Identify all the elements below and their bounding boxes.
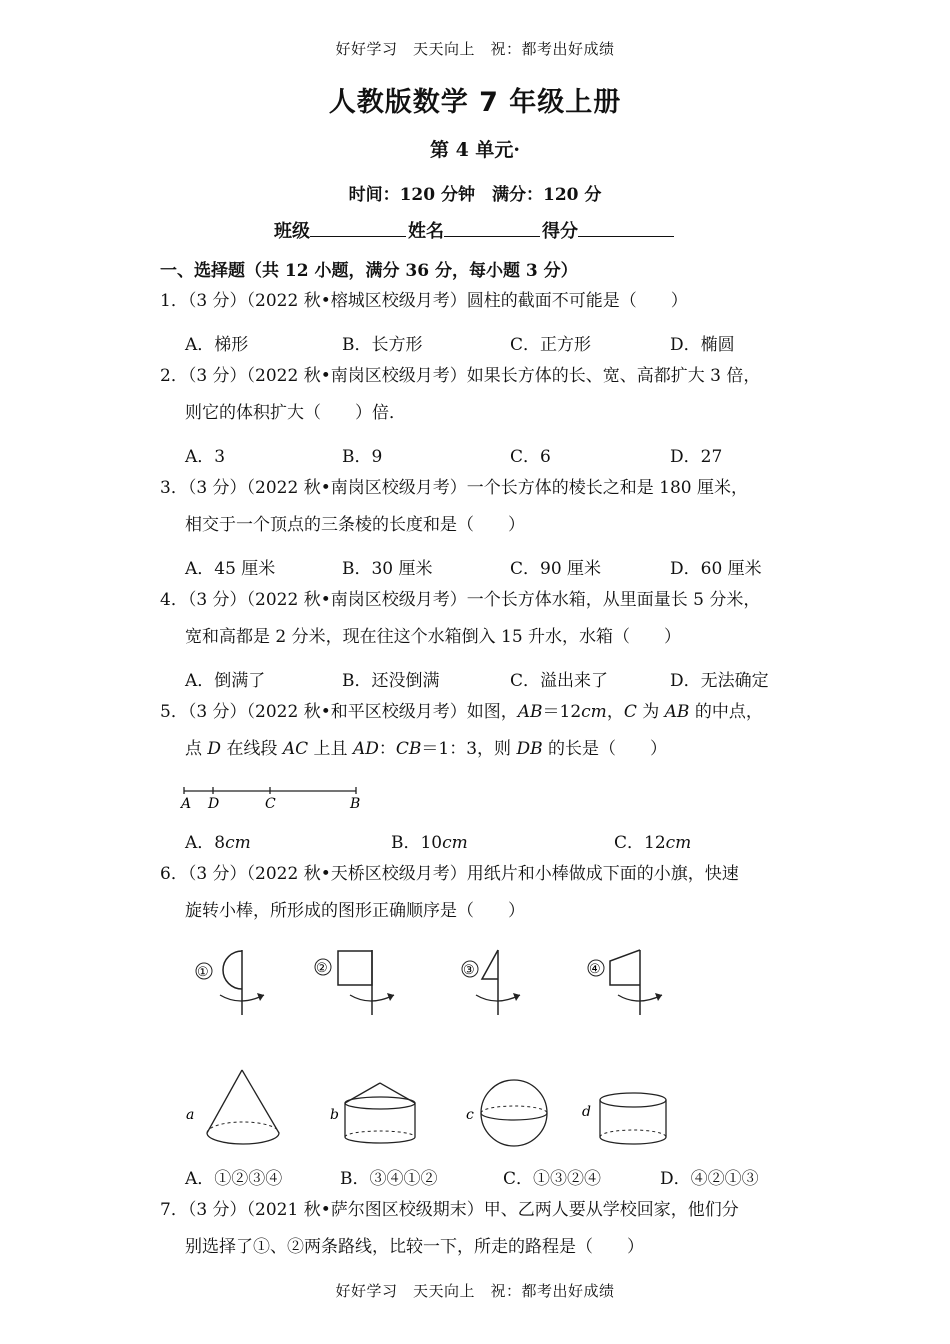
question-text-cont: 则它的体积扩大（ ）倍． xyxy=(185,403,406,423)
question-1 xyxy=(160,283,688,320)
solid-b-label: b xyxy=(330,1107,339,1123)
option-a: A．倒满了 xyxy=(185,671,266,691)
flag-3-label: ③ xyxy=(463,963,475,978)
option-b: B．长方形 xyxy=(342,335,423,355)
question-text-cont: 旋转小棒，所形成的图形正确顺序是（ ） xyxy=(185,901,525,921)
solid-c-sphere xyxy=(466,1080,547,1146)
question-7 xyxy=(160,1192,739,1266)
option-a: A．8cm xyxy=(185,833,251,853)
score-blank[interactable] xyxy=(578,218,674,237)
option-a: A．3 xyxy=(185,447,226,467)
option-a: A．45 厘米 xyxy=(185,559,276,579)
label-d: D xyxy=(208,796,220,812)
option-c: C．6 xyxy=(510,447,551,467)
flag-4-label: ④ xyxy=(589,962,601,977)
question-text-cont: 别选择了①、②两条路线，比较一下，所走的路程是（ ） xyxy=(185,1237,644,1257)
solid-b-cone-cylinder xyxy=(330,1083,415,1143)
unit-subtitle: 第 4 单元· xyxy=(429,139,521,161)
option-c: C．溢出来了 xyxy=(510,671,609,691)
question-text-cont: 点 D 在线段 AC 上且 AD：CB＝1：3，则 DB 的长是（ ） xyxy=(185,739,667,759)
option-a: A．①②③④ xyxy=(185,1169,283,1189)
question-text-cont: 宽和高都是 2 分米，现在往这个水箱倒入 15 升水，水箱（ ） xyxy=(185,627,682,647)
option-b: B．30 厘米 xyxy=(342,559,433,579)
question-text-cont: 相交于一个顶点的三条棱的长度和是（ ） xyxy=(185,515,525,535)
time-score-line: 时间：120 分钟 满分：120 分 xyxy=(348,185,602,205)
option-d: D．27 xyxy=(670,447,723,467)
solid-a-cone xyxy=(186,1070,279,1144)
question-text: 5．（3 分）（2022 秋•和平区校级月考）如图，AB＝12cm，C 为 AB 的中点， xyxy=(160,702,763,722)
question-text: 7．（3 分）（2021 秋•萨尔图区校级期末）甲、乙两人要从学校回家，他们分 xyxy=(160,1200,739,1220)
page-footer: 好好学习 天天向上 祝：都考出好成绩 xyxy=(335,1282,615,1300)
flag-2 xyxy=(315,950,394,1015)
page-header: 好好学习 天天向上 祝：都考出好成绩 xyxy=(335,40,615,58)
label-b: B xyxy=(350,796,361,812)
section-title: 一、选择题（共 12 小题，满分 36 分，每小题 3 分） xyxy=(160,261,578,281)
question-text: 4．（3 分）（2022 秋•南岗区校级月考）一个长方体水箱，从里面量长 5 分米， xyxy=(160,590,761,610)
label-c: C xyxy=(265,796,276,812)
student-info-line xyxy=(0,217,950,243)
flag-2-label: ② xyxy=(316,961,328,976)
question-text: 3．（3 分）（2022 秋•南岗区校级月考）一个长方体的棱长之和是 180 厘米， xyxy=(160,478,748,498)
option-b: B．10cm xyxy=(391,833,468,853)
flag-3 xyxy=(462,950,520,1015)
option-b: B．③④①② xyxy=(340,1169,438,1189)
question-6 xyxy=(160,856,739,930)
class-blank[interactable] xyxy=(310,218,406,237)
option-b: B．还没倒满 xyxy=(342,671,440,691)
flag-4 xyxy=(588,950,662,1015)
flag-1-label: ① xyxy=(197,965,209,980)
question-5 xyxy=(160,694,763,768)
class-label: 班级 xyxy=(274,221,310,242)
flags-figure xyxy=(180,945,700,1025)
question-3 xyxy=(160,470,748,544)
flag-1 xyxy=(196,950,264,1015)
question-text: 2．（3 分）（2022 秋•南岗区校级月考）如果长方体的长、宽、高都扩大 3 倍， xyxy=(160,366,761,386)
question-text: 1．（3 分）（2022 秋•榕城区校级月考）圆柱的截面不可能是（ ） xyxy=(160,291,688,311)
score-label: 得分 xyxy=(542,221,578,242)
solid-d-cylinder xyxy=(582,1093,666,1144)
question-text: 6．（3 分）（2022 秋•天桥区校级月考）用纸片和小棒做成下面的小旗，快速 xyxy=(160,864,739,884)
option-c: C．正方形 xyxy=(510,335,592,355)
solid-a-label: a xyxy=(186,1107,195,1123)
option-b: B．9 xyxy=(342,447,383,467)
page-title: 人教版数学 7 年级上册 xyxy=(328,87,622,118)
option-c: C．①③②④ xyxy=(503,1169,602,1189)
solid-d-label: d xyxy=(582,1104,591,1120)
option-a: A．梯形 xyxy=(185,335,249,355)
option-d: D．60 厘米 xyxy=(670,559,762,579)
label-a: A xyxy=(181,796,192,812)
option-c: C．90 厘米 xyxy=(510,559,602,579)
name-blank[interactable] xyxy=(444,218,540,237)
question-2 xyxy=(160,358,760,432)
option-c: C．12cm xyxy=(614,833,692,853)
segment-figure xyxy=(178,780,368,814)
option-d: D．无法确定 xyxy=(670,671,769,691)
question-4 xyxy=(160,582,760,656)
solid-c-label: c xyxy=(466,1107,474,1123)
option-d: D．椭圆 xyxy=(670,335,735,355)
name-label: 姓名 xyxy=(408,221,444,242)
option-d: D．④②①③ xyxy=(660,1169,759,1189)
solids-figure xyxy=(180,1065,680,1157)
